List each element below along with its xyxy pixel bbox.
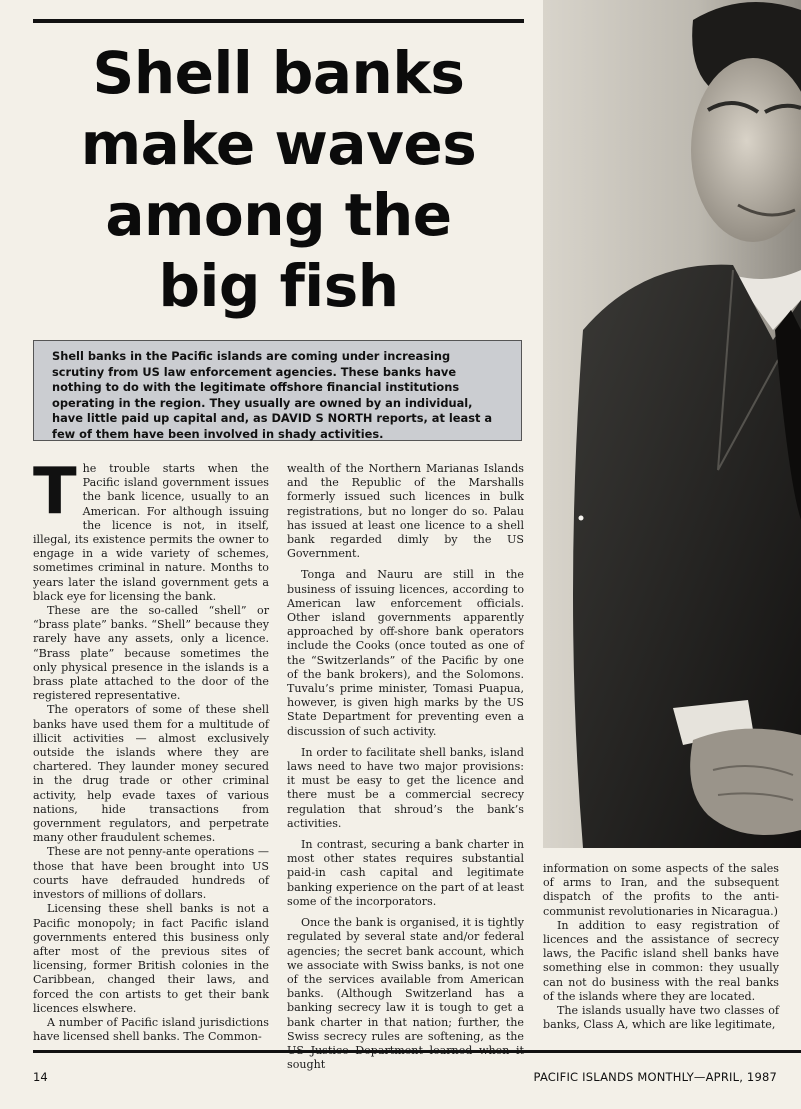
headline	[33, 38, 524, 322]
paragraph	[33, 455, 269, 604]
paragraph: Tonga and Nauru are still in the business of issuing licences, according to American law enforcement officials. Other island governments apparently approached by off-shore bank operators include the Cooks (once touted as one of the “Switzerlands” of the Pacific by one of the bank brokers), and the Solomons. Tuvalu’s prime minister, Tomasi Puapua, however, is given high marks by the US State Department for preventing even a discussion of such activity.	[287, 568, 524, 738]
standfirst-box	[33, 340, 522, 441]
headline-line: big fish	[158, 252, 399, 320]
paragraph: information on some aspects of the sales of arms to Iran, and the subsequent dispatch of the profits to the anti-communist revolutionaries in Nicaragua.)	[543, 862, 779, 918]
headline-line: Shell banks	[92, 39, 465, 107]
paragraph-text: he trouble starts when the Pacific island government issues the bank licence, usually to an American. For although issuing the licence is not, in itself, illegal, its existence permits the owner to engage in a wide variety of schemes, sometimes criminal in nature. Months to years later the island government gets a black eye for licensing the bank.	[33, 462, 269, 603]
article-column-3	[543, 862, 779, 1032]
paragraph: A number of Pacific island jurisdictions have licensed shell banks. The Common-	[33, 1015, 269, 1044]
paragraph: Licensing these shell banks is not a Pacific monopoly; in fact Pacific island governments entered this business only after most of the previous sites of licensing, former British colonies in the Caribbean, changed their laws, and forced the con artists to get their bank licences elswhere.	[33, 902, 269, 1015]
headline-line: among the	[105, 181, 452, 249]
portrait-illustration	[543, 0, 801, 848]
paragraph: The islands usually have two classes of banks, Class A, which are like legitimate,	[543, 1004, 779, 1032]
page-number: 14	[33, 1070, 48, 1084]
publication-footer: PACIFIC ISLANDS MONTHLY—APRIL, 1987	[533, 1070, 777, 1084]
paragraph: The operators of some of these shell banks have used them for a multitude of illicit activities — almost exclusively outside the islands where they are chartered. They launder money secured in the drug trade or other criminal activity, help evade taxes of various nations, hide transactions from government regulators, and perpetrate many other fraudulent schemes.	[33, 703, 269, 845]
paragraph: In addition to easy registration of licences and the assistance of secrecy laws, the Pacific island shell banks have something else in common: they usually can not do business with the real banks of the islands where they are located.	[543, 918, 779, 1003]
article-column-2	[287, 462, 524, 1079]
standfirst-text: Shell banks in the Pacific islands are coming under increasing scrutiny from US law enforcement agencies. These banks have nothing to do with the legitimate offshore financial institutions operating in the region. They usually are owned by an individual, have little paid up capital and, as DAVID S NORTH reports, at least a few of them have been involved in shady activities.	[52, 349, 493, 441]
paragraph: In contrast, securing a bank charter in most other states requires substantial paid-in cash capital and legitimate banking experience on the part of at least some of the incorporators.	[287, 838, 524, 908]
headline-line: make waves	[80, 110, 477, 178]
portrait-photo	[543, 0, 801, 848]
paragraph: Once the bank is organised, it is tightly regulated by several state and/or federal agencies; the secret bank account, which we associate with Swiss banks, is not one of the services available from American banks. (Although Switzerland has a banking secrecy law it is tough to get a bank charter in that nation; further, the Swiss secrecy rules are softening, as the sought	[287, 916, 524, 1072]
bottom-rule	[33, 1050, 801, 1053]
paragraph: These are not penny-ante operations — those that have been brought into US courts have defrauded hundreds of investors of millions of dollars.	[33, 845, 269, 902]
drop-cap: T	[33, 455, 77, 529]
paragraph: wealth of the Northern Marianas Islands and the Republic of the Marshalls formerly issued such licences in bulk registrations, but no longer do so. Palau has issued at least one licence to a shell bank regarded dimly by the US Government.	[287, 462, 524, 561]
article-column-1	[33, 455, 269, 1044]
top-rule	[33, 19, 524, 23]
paragraph: These are the so-called “shell” or “brass plate” banks. “Shell” because they rarely have any assets, only a licence. “Brass plate” because sometimes the only physical presence in the islands is a brass plate attached to the door of the registered representative.	[33, 604, 269, 703]
paragraph: In order to facilitate shell banks, island laws need to have two major provisions: it must be easy to get the licence and there must be a commercial secrecy regulation that shroud’s the bank’s activities.	[287, 745, 524, 830]
